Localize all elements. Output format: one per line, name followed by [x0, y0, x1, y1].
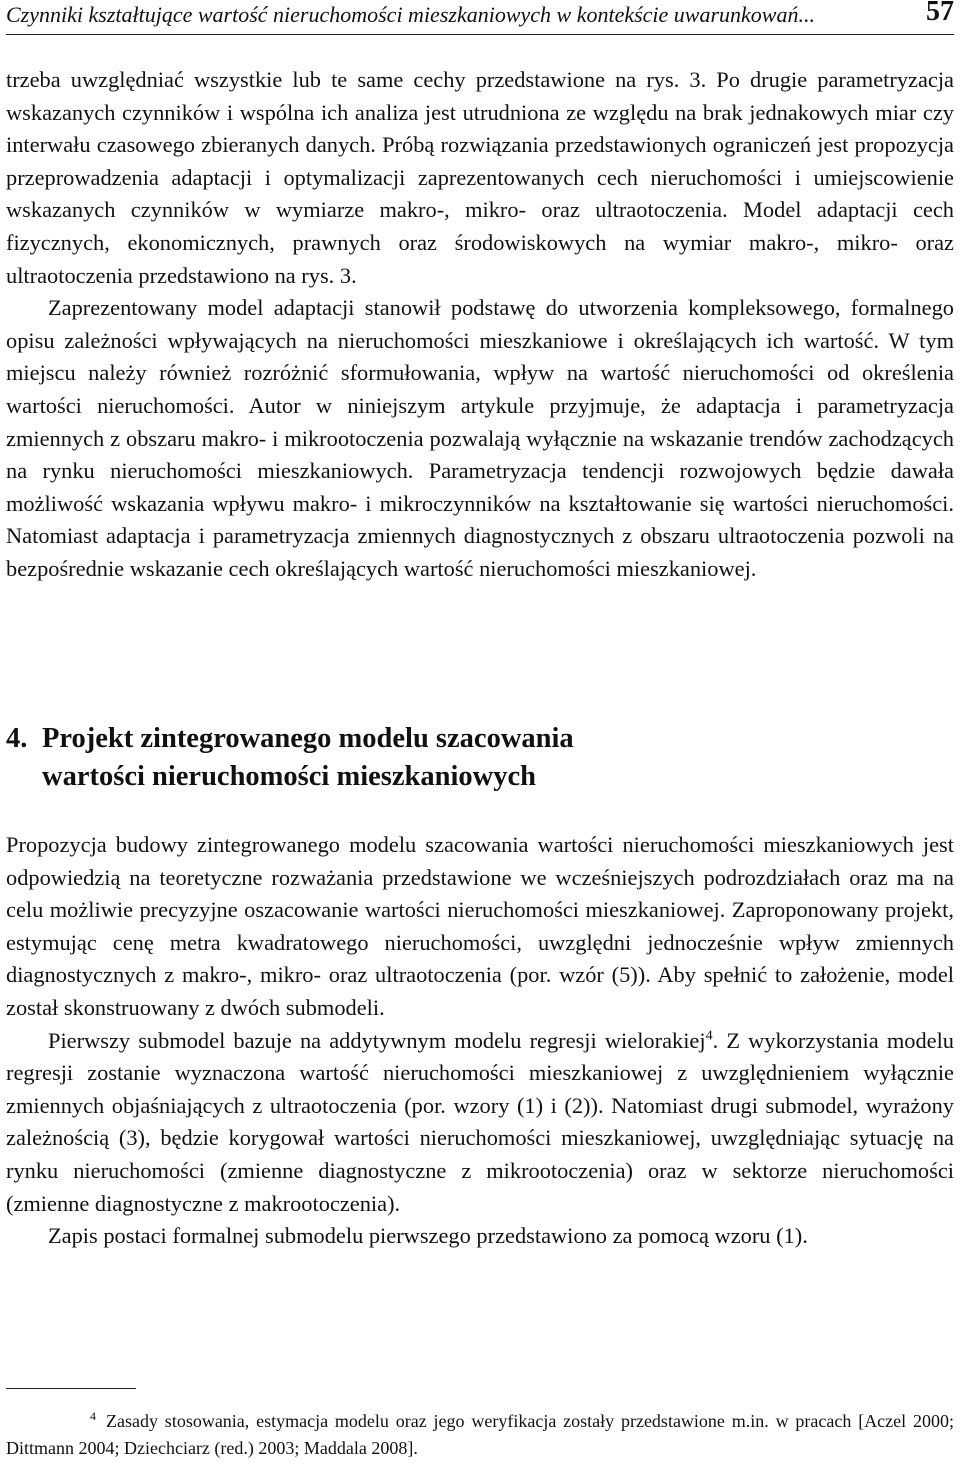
body-text-section-4 — [6, 829, 954, 1253]
paragraph-formal-notation: Zapis postaci formalnej submodelu pierwszego przedstawiono za pomocą wzoru (1). — [48, 1223, 808, 1249]
page-number: 57 — [926, 0, 954, 27]
footnote-reference: 4 — [705, 1028, 713, 1044]
section-title-line-2: wartości nieruchomości mieszkaniowych — [42, 761, 536, 792]
section-heading-line-1 — [6, 720, 954, 758]
paragraph-first-submodel — [6, 1025, 954, 1221]
paragraph-continuation: trzeba uwzględniać wszystkie lub te same cechy przedstawione na rys. 3. Po drugie parametryzacja wskazanych czynników i wspólna ich analiza jest utrudniona ze względu na brak jednakowych miar czy interwału czasowego zbieranych danych. Próbą rozwiązania przedstawionych ograniczeń jest propozycja przeprowadzenia adaptacji i optymalizacji zaprezentowanych cech nieruchomości i umiejscowienie wskazanych czynników w wymiarze makro-, mikro- oraz ultraotoczenia. Model adaptacji cech fizycznych, ekonomicznych, prawnych oraz środowiskowych na wymiar makro-, mikro- oraz ultraotoczenia przedstawiono na rys. 3. — [6, 67, 954, 288]
document-page — [6, 0, 954, 1470]
footnote — [6, 1408, 954, 1462]
footnote-paragraph: 4 Zasady stosowania, estymacja modelu oraz jego weryfikacja zostały przedstawione m.in. w pracach [Aczel 2000; Dittmann 2004; Dziechciarz (red.) 2003; Maddala 2008]. — [6, 1409, 954, 1458]
running-header — [6, 0, 954, 35]
footnote-separator — [6, 1388, 136, 1389]
first-submodel-text: Pierwszy submodel bazuje na addytywnym modelu regresji wielorakiej — [48, 1027, 706, 1053]
section-heading — [6, 720, 954, 796]
section-title-line-1: Projekt zintegrowanego modelu szacowania — [42, 723, 574, 754]
footnote-text: Zasady stosowania, estymacja modelu oraz jego weryfikacja zostały przedstawione m.in. w pracach [Aczel 2000; Dittmann 2004; Dziechciarz (red.) 2003; Maddala 2008]. — [6, 1411, 954, 1458]
paragraph-adaptation-model: Zaprezentowany model adaptacji stanowił podstawę do utworzenia kompleksowego, formalnego opisu zależności wpływających na nieruchomości mieszkaniowe i określających ich wartość. W tym miejscu należy również rozróżnić sformułowania, wpływ na wartość nieruchomości od określenia wartości nieruchomości. Autor w niniejszym artykule przyjmuje, że adaptacja i parametryzacja zmiennych z obszaru makro- i mikrootoczenia pozwalają wyłącznie na wskazanie trendów zachodzących na rynku nieruchomości mieszkaniowych. Parametryzacja tendencji rozwojowych będzie dawała możliwość wskazania wpływu makro- i mikroczynników na kształtowanie się wartości nieruchomości. Natomiast adaptacja i parametryzacja zmiennych diagnostycznych z obszaru ultraotoczenia pozwoli na bezpośrednie wskazanie cech określających wartość nieruchomości mieszkaniowej. — [6, 295, 954, 581]
first-submodel-text-continued: . Z wykorzystania modelu regresji zostanie wyznaczona wartość nieruchomości mieszkaniowej z uwzględnieniem wyłącznie zmiennych objaśniających z ultraotoczenia (por. wzory (1) i (2)). Natomiast drugi submodel, wyrażony zależnością (3), będzie korygował wartości nieruchomości mieszkaniowej, uwzględniając sytuację na rynku nieruchomości (zmienne diagnostyczne z mikrootoczenia) oraz w sektorze nieruchomości (zmienne diagnostyczne z makrootoczenia). — [6, 1027, 955, 1216]
paragraph-model-proposal: Propozycja budowy zintegrowanego modelu szacowania wartości nieruchomości mieszkaniowych jest odpowiedzią na teoretyczne rozważania przedstawione we wcześniejszych podrozdziałach oraz ma na celu możliwie precyzyjne oszacowanie wartości nieruchomości mieszkaniowej. Zaproponowany projekt, estymując cenę metra kwadratowego nieruchomości, uwzględni jednocześnie wpływ zmiennych diagnostycznych z makro-, mikro- oraz ultraotoczenia (por. wzór (5)). Aby spełnić to założenie, model został skonstruowany z dwóch submodeli. — [6, 832, 954, 1020]
running-title: Czynniki kształtujące wartość nieruchomości mieszkaniowych w kontekście uwarunkowań... — [6, 2, 815, 27]
body-text-top — [6, 64, 954, 586]
section-number: 4. — [6, 723, 28, 754]
